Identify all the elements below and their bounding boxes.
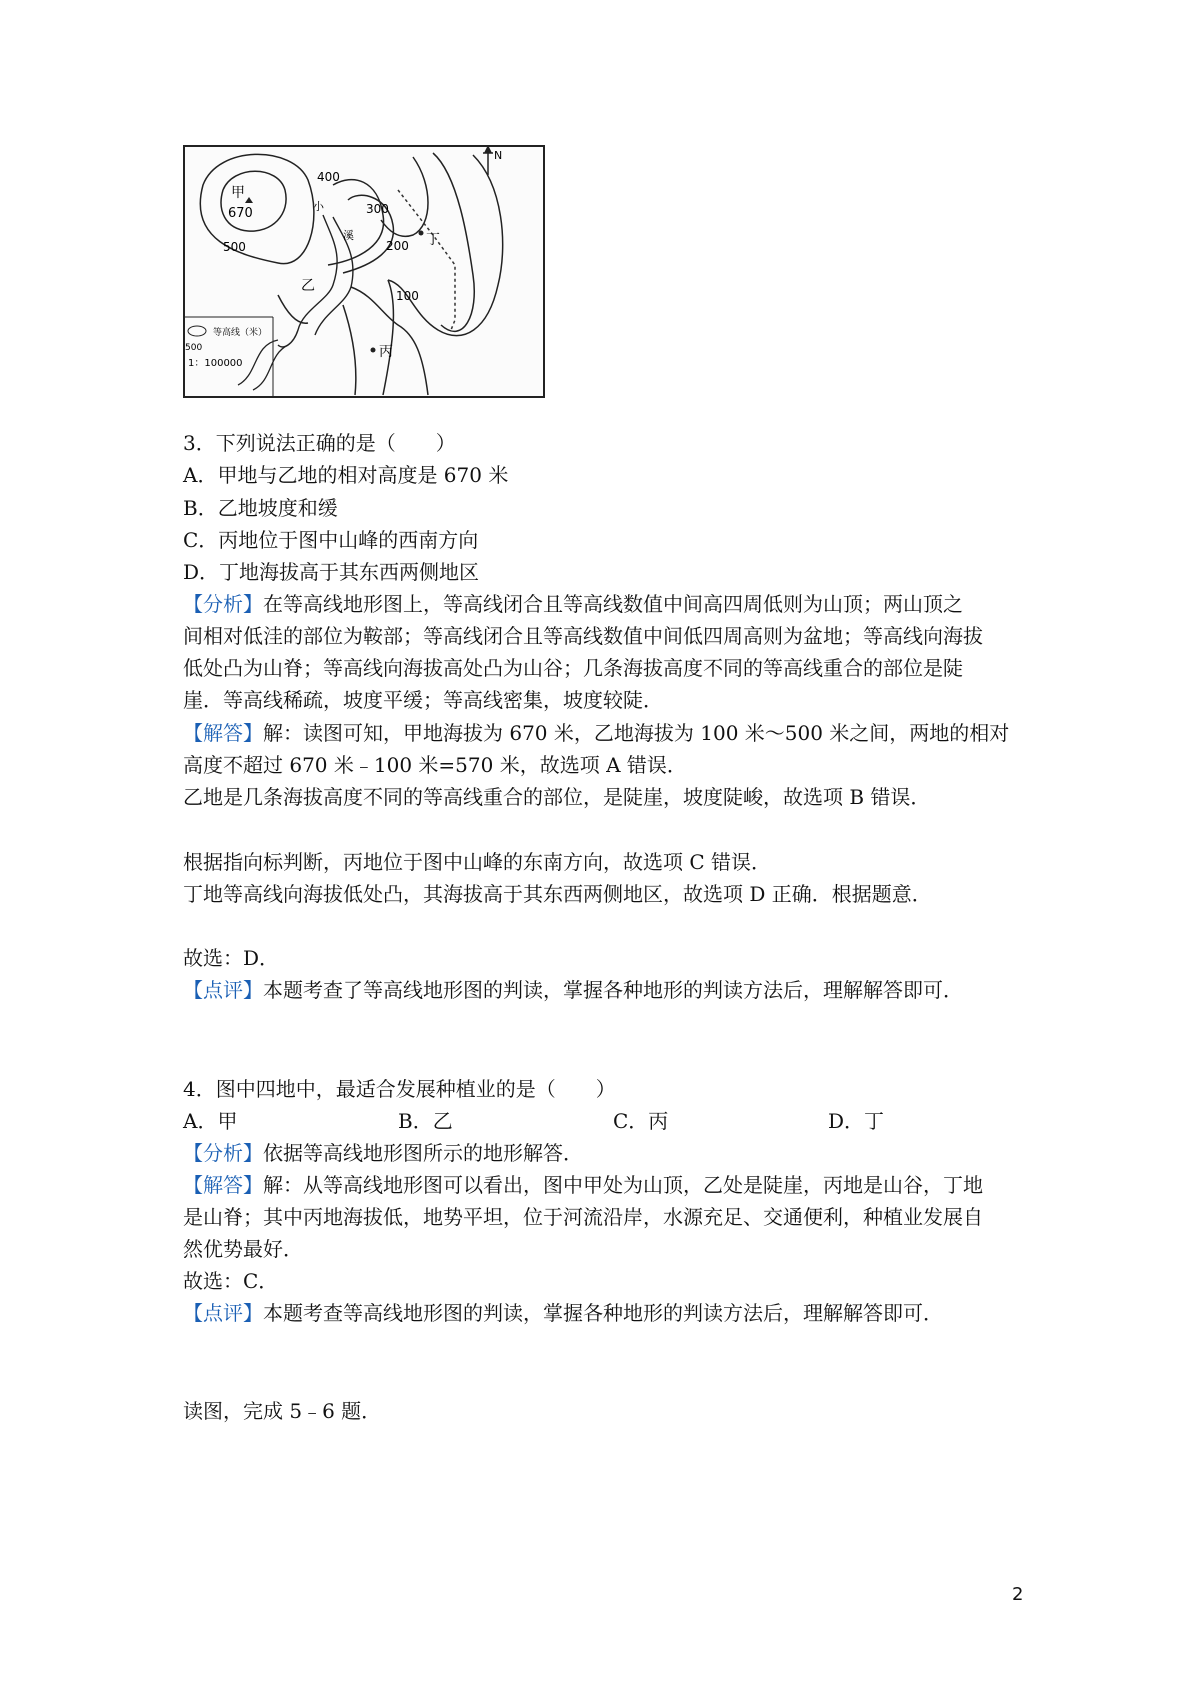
q4-option-d: D．丁 xyxy=(828,1109,885,1133)
q4-analysis-line xyxy=(183,1140,583,1166)
q4-option-b: B．乙 xyxy=(398,1109,453,1133)
q4-options xyxy=(183,1108,884,1134)
ding-point xyxy=(419,231,424,236)
q3-analysis-text: 在等高线地形图上，等高线闭合且等高线数值中间高四周低则为山顶；两山顶之 xyxy=(263,592,963,616)
q3-comment-text: 本题考查了等高线地形图的判读，掌握各种地形的判读方法后，理解解答即可． xyxy=(263,978,963,1002)
q3-answer-3: 乙地是几条海拔高度不同的等高线重合的部位，是陡崖，坡度陡峻，故选项 B 错误． xyxy=(183,785,931,809)
answer-tag: 【解答】 xyxy=(183,1173,263,1197)
q3-option-d: D．丁地海拔高于其东西两侧地区 xyxy=(183,560,480,584)
ding-label: 丁 xyxy=(426,232,440,248)
q3-answer-text: 解：读图可知，甲地海拔为 670 米，乙地海拔为 100 米～500 米之间，两地的相对 xyxy=(263,721,1010,745)
north-label: N xyxy=(494,149,503,162)
q4-choose: 故选：C． xyxy=(183,1269,279,1293)
q5-6-intro: 读图，完成 5﹣6 题． xyxy=(183,1399,382,1423)
contour-map xyxy=(183,145,545,398)
q3-option-c: C．丙地位于图中山峰的西南方向 xyxy=(183,528,479,552)
q3-option-b: B．乙地坡度和缓 xyxy=(183,496,338,520)
analysis-tag: 【分析】 xyxy=(183,1141,263,1165)
q3-analysis-4: 崖．等高线稀疏，坡度平缓；等高线密集，坡度较陡． xyxy=(183,688,663,712)
jia-elevation: 670 xyxy=(228,206,253,221)
contour-300-label: 300 xyxy=(366,202,389,216)
q3-choose: 故选：D． xyxy=(183,946,280,970)
q4-answer-line xyxy=(183,1172,983,1198)
yi-label: 乙 xyxy=(301,278,315,294)
page-number: 2 xyxy=(1012,1584,1024,1605)
q3-analysis-line xyxy=(183,591,963,617)
q4-answer-2: 是山脊；其中丙地海拔低，地势平坦，位于河流沿岸，水源充足、交通便利，种植业发展自 xyxy=(183,1205,983,1229)
comment-tag: 【点评】 xyxy=(183,978,263,1002)
q4-answer-text: 解：从等高线地形图可以看出，图中甲处为山顶，乙处是陡崖，丙地是山谷，丁地 xyxy=(263,1173,983,1197)
q4-comment-text: 本题考查等高线地形图的判读，掌握各种地形的判读方法后，理解解答即可． xyxy=(263,1301,943,1325)
contour-100-label: 100 xyxy=(396,289,419,303)
q3-answer-4: 根据指向标判断，丙地位于图中山峰的东南方向，故选项 C 错误． xyxy=(183,850,772,874)
q4-answer-3: 然优势最好． xyxy=(183,1237,303,1261)
legend-scale: 1：100000 xyxy=(188,358,243,369)
q4-comment-line xyxy=(183,1300,943,1326)
q3-analysis-2: 间相对低洼的部位为鞍部；等高线闭合且等高线数值中间低四周高则为盆地；等高线向海拔 xyxy=(183,624,983,648)
contour-400-label: 400 xyxy=(317,170,340,184)
q3-option-a: A．甲地与乙地的相对高度是 670 米 xyxy=(183,463,509,487)
q3-analysis-3: 低处凸为山脊；等高线向海拔高处凸为山谷；几条海拔高度不同的等高线重合的部位是陡 xyxy=(183,656,963,680)
q4-option-c: C．丙 xyxy=(613,1109,669,1133)
comment-tag: 【点评】 xyxy=(183,1301,263,1325)
river-label-1: 小 xyxy=(313,200,324,213)
bing-point xyxy=(371,348,376,353)
legend-sample-value: 500 xyxy=(185,343,203,353)
answer-tag: 【解答】 xyxy=(183,721,263,745)
river-label-2: 溪 xyxy=(343,229,354,242)
q4-option-a: A．甲 xyxy=(183,1109,238,1133)
jia-label: 甲 xyxy=(231,185,245,201)
q3-answer-line xyxy=(183,720,1009,746)
q3-stem: 3．下列说法正确的是（ ） xyxy=(183,431,456,455)
analysis-tag: 【分析】 xyxy=(183,592,263,616)
q3-comment-line xyxy=(183,977,963,1003)
contour-500-label: 500 xyxy=(223,240,246,254)
q3-answer-2: 高度不超过 670 米﹣100 米=570 米，故选项 A 错误． xyxy=(183,753,687,777)
q3-answer-5: 丁地等高线向海拔低处凸，其海拔高于其东西两侧地区，故选项 D 正确．根据题意． xyxy=(183,882,932,906)
q4-analysis-text: 依据等高线地形图所示的地形解答． xyxy=(263,1141,583,1165)
contour-200-label: 200 xyxy=(386,239,409,253)
bing-label: 丙 xyxy=(379,344,393,360)
legend-contour-label: 等高线（米） xyxy=(213,328,268,338)
q4-stem: 4．图中四地中，最适合发展种植业的是（ ） xyxy=(183,1077,616,1101)
